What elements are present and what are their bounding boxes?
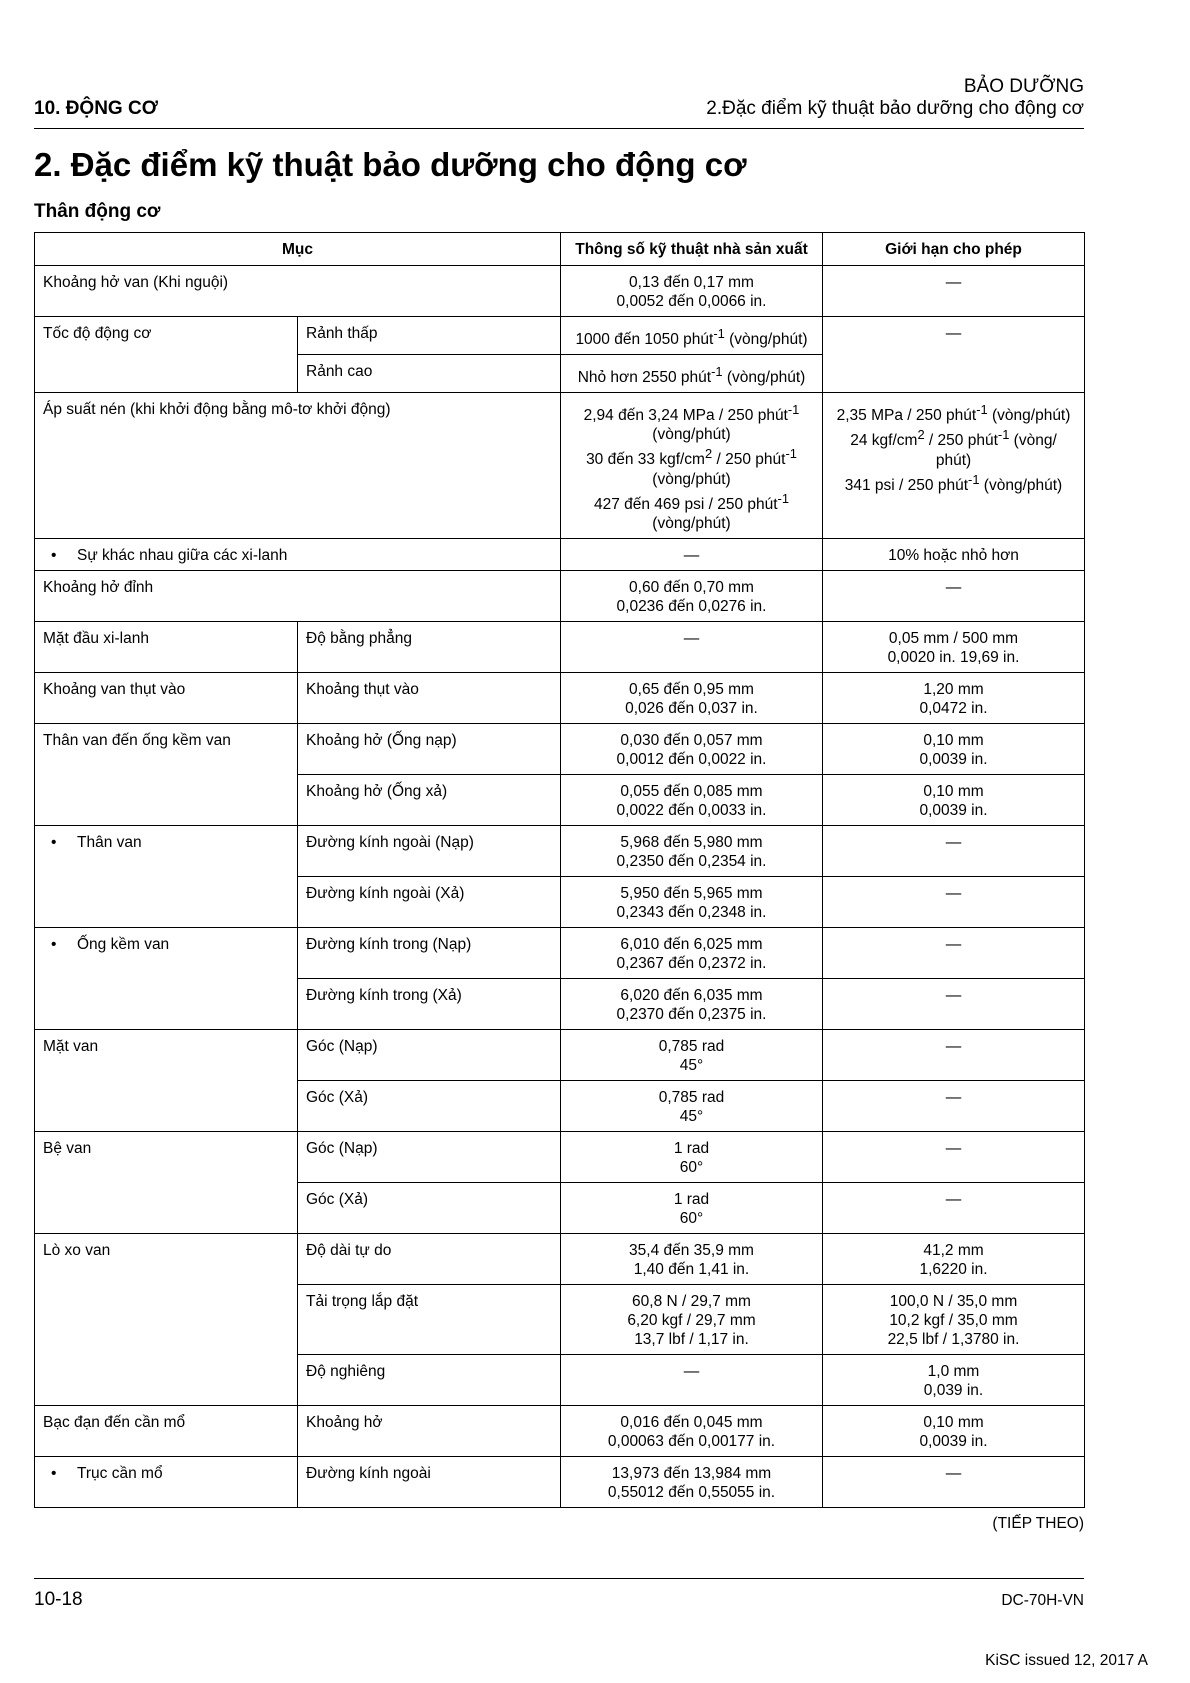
- allowable-limit: 0,10 mm 0,0039 in.: [823, 1405, 1085, 1456]
- item-label: • Thân van: [35, 825, 298, 927]
- table-row: [35, 1131, 1085, 1182]
- section-subtitle: 2.Đặc điểm kỹ thuật bảo dưỡng cho động cơ: [706, 98, 1084, 119]
- factory-spec: 0,030 đến 0,057 mm 0,0012 đến 0,0022 in.: [561, 723, 823, 774]
- factory-spec-dash: —: [561, 538, 823, 570]
- running-header: [706, 76, 1084, 120]
- item-label: Khoảng van thụt vào: [35, 672, 298, 723]
- sub-item-label: Góc (Nạp): [298, 1029, 561, 1080]
- item-label: Lò xo van: [35, 1233, 298, 1405]
- sub-item-label: Đường kính ngoài: [298, 1456, 561, 1507]
- factory-spec: 35,4 đến 35,9 mm 1,40 đến 1,41 in.: [561, 1233, 823, 1284]
- sub-item-label: Khoảng hở: [298, 1405, 561, 1456]
- table-row: [35, 825, 1085, 876]
- factory-spec: 0,016 đến 0,045 mm 0,00063 đến 0,00177 in.: [561, 1405, 823, 1456]
- bullet-icon: •: [51, 546, 57, 564]
- limit-dash: —: [823, 1131, 1085, 1182]
- factory-spec: 6,010 đến 6,025 mm 0,2367 đến 0,2372 in.: [561, 927, 823, 978]
- table-row: [35, 621, 1085, 672]
- item-label: Mặt đầu xi-lanh: [35, 621, 298, 672]
- page-number: 10-18: [34, 1589, 83, 1610]
- allowable-limit: 100,0 N / 35,0 mm 10,2 kgf / 35,0 mm 22,5 lbf / 1,3780 in.: [823, 1284, 1085, 1354]
- header-allowable-limit: Giới hạn cho phép: [823, 233, 1085, 266]
- sub-item-label: Độ nghiêng: [298, 1354, 561, 1405]
- sub-item-label: Độ bằng phẳng: [298, 621, 561, 672]
- limit-dash: —: [823, 876, 1085, 927]
- section-label: BẢO DƯỠNG: [963, 76, 1084, 97]
- spec-table: [34, 232, 1085, 1508]
- table-row: [35, 1456, 1085, 1507]
- factory-spec-dash: —: [561, 1354, 823, 1405]
- allowable-limit: 1,20 mm 0,0472 in.: [823, 672, 1085, 723]
- item-label: Khoảng hở van (Khi nguội): [35, 266, 561, 317]
- factory-spec-dash: —: [561, 621, 823, 672]
- sub-item-label: Góc (Nạp): [298, 1131, 561, 1182]
- factory-spec: 5,950 đến 5,965 mm 0,2343 đến 0,2348 in.: [561, 876, 823, 927]
- factory-spec: 0,055 đến 0,085 mm 0,0022 đến 0,0033 in.: [561, 774, 823, 825]
- bullet-icon: •: [51, 833, 57, 851]
- limit-dash: —: [823, 317, 1085, 393]
- sub-item-label: Rảnh thấp: [298, 317, 561, 355]
- factory-spec: 0,785 rad 45°: [561, 1029, 823, 1080]
- limit-dash: —: [823, 927, 1085, 978]
- allowable-limit: 41,2 mm 1,6220 in.: [823, 1233, 1085, 1284]
- item-label: Mặt van: [35, 1029, 298, 1131]
- bullet-icon: •: [51, 1464, 57, 1482]
- header-rule: [34, 128, 1084, 129]
- factory-spec: 0,785 rad 45°: [561, 1080, 823, 1131]
- limit-dash: —: [823, 1456, 1085, 1507]
- allowable-limit: 2,35 MPa / 250 phút$^{-1}$ (vòng/phút) 24 kgf/$cm^2 / 250$ phút$^{-1}$ (vòng/ phút) 341 psi / 250 phút$^{-1}$ (vòng/phút): [823, 393, 1085, 538]
- factory-spec: 6,020 đến 6,035 mm 0,2370 đến 0,2375 in.: [561, 978, 823, 1029]
- sub-item-label: Tải trọng lắp đặt: [298, 1284, 561, 1354]
- table-row: [35, 1029, 1085, 1080]
- doc-code: DC-70H-VN: [1001, 1592, 1084, 1609]
- item-label: • Trục cần mổ: [35, 1456, 298, 1507]
- factory-spec: 0,65 đến 0,95 mm 0,026 đến 0,037 in.: [561, 672, 823, 723]
- bullet-icon: •: [51, 935, 57, 953]
- limit-dash: —: [823, 1080, 1085, 1131]
- item-label: Thân van đến ống kềm van: [35, 723, 298, 825]
- chapter-title: 10. ĐỘNG CƠ: [34, 98, 158, 119]
- sub-item-label: Khoảng thụt vào: [298, 672, 561, 723]
- header-factory-spec: Thông số kỹ thuật nhà sản xuất: [561, 233, 823, 266]
- factory-spec: Nhỏ hơn 2550 phút$^{-1}$ (vòng/phút): [561, 355, 823, 393]
- allowable-limit: 0,05 mm / 500 mm 0,0020 in. 19,69 in.: [823, 621, 1085, 672]
- item-label: Tốc độ động cơ: [35, 317, 298, 393]
- table-header-row: [35, 233, 1085, 266]
- table-row: [35, 1405, 1085, 1456]
- item-label: Khoảng hở đỉnh: [35, 570, 561, 621]
- table-row: [35, 672, 1085, 723]
- sub-item-label: Khoảng hở (Ống nạp): [298, 723, 561, 774]
- factory-spec: 5,968 đến 5,980 mm 0,2350 đến 0,2354 in.: [561, 825, 823, 876]
- sub-item-label: Khoảng hở (Ống xả): [298, 774, 561, 825]
- limit-dash: —: [823, 978, 1085, 1029]
- factory-spec: 13,973 đến 13,984 mm 0,55012 đến 0,55055 in.: [561, 1456, 823, 1507]
- allowable-limit: 1,0 mm 0,039 in.: [823, 1354, 1085, 1405]
- table-row: [35, 538, 1085, 570]
- item-label: • Sự khác nhau giữa các xi-lanh: [35, 538, 561, 570]
- item-label: Bệ van: [35, 1131, 298, 1233]
- table-row: [35, 570, 1085, 621]
- allowable-limit: 0,10 mm 0,0039 in.: [823, 774, 1085, 825]
- footer-rule: [34, 1578, 1084, 1579]
- factory-spec: 60,8 N / 29,7 mm 6,20 kgf / 29,7 mm 13,7 lbf / 1,17 in.: [561, 1284, 823, 1354]
- allowable-limit: 10% hoặc nhỏ hơn: [823, 538, 1085, 570]
- factory-spec: 0,60 đến 0,70 mm 0,0236 đến 0,0276 in.: [561, 570, 823, 621]
- limit-dash: —: [823, 570, 1085, 621]
- sub-item-label: Độ dài tự do: [298, 1233, 561, 1284]
- item-label: Áp suất nén (khi khởi động bằng mô-tơ khởi động): [35, 393, 561, 538]
- header-item: Mục: [35, 233, 561, 266]
- factory-spec: 1 rad 60°: [561, 1182, 823, 1233]
- item-label: • Ống kềm van: [35, 927, 298, 1029]
- sub-item-label: Đường kính trong (Xả): [298, 978, 561, 1029]
- table-row: [35, 927, 1085, 978]
- sub-item-label: Đường kính ngoài (Xả): [298, 876, 561, 927]
- continued-note: (TIẾP THEO): [992, 1515, 1084, 1532]
- limit-dash: —: [823, 1029, 1085, 1080]
- sub-item-label: Đường kính trong (Nạp): [298, 927, 561, 978]
- page-title: 2. Đặc điểm kỹ thuật bảo dưỡng cho động cơ: [34, 146, 747, 183]
- table-row: [35, 266, 1085, 317]
- issue-note: KiSC issued 12, 2017 A: [985, 1652, 1148, 1669]
- factory-spec: 1000 đến 1050 phút$^{-1}$ (vòng/phút): [561, 317, 823, 355]
- sub-item-label: Góc (Xả): [298, 1182, 561, 1233]
- table-row: [35, 393, 1085, 538]
- factory-spec: 1 rad 60°: [561, 1131, 823, 1182]
- sub-item-label: Rảnh cao: [298, 355, 561, 393]
- table-row: [35, 1233, 1085, 1284]
- item-label: Bạc đạn đến cần mổ: [35, 1405, 298, 1456]
- sub-item-label: Đường kính ngoài (Nạp): [298, 825, 561, 876]
- limit-dash: —: [823, 266, 1085, 317]
- allowable-limit: 0,10 mm 0,0039 in.: [823, 723, 1085, 774]
- limit-dash: —: [823, 1182, 1085, 1233]
- section-title: Thân động cơ: [34, 201, 161, 222]
- factory-spec: 0,13 đến 0,17 mm 0,0052 đến 0,0066 in.: [561, 266, 823, 317]
- limit-dash: —: [823, 825, 1085, 876]
- factory-spec: 2,94 đến 3,24 MPa / 250 phút$^{-1}$ (vòng/phút) 30 đến 33 kgf/$cm^2 / 250$ phút$^{-1}$ (vòng/phút) 427 đến 469 psi / 250 phút$^{-1}$ (vòng/phút): [561, 393, 823, 538]
- table-row: [35, 317, 1085, 355]
- table-row: [35, 723, 1085, 774]
- sub-item-label: Góc (Xả): [298, 1080, 561, 1131]
